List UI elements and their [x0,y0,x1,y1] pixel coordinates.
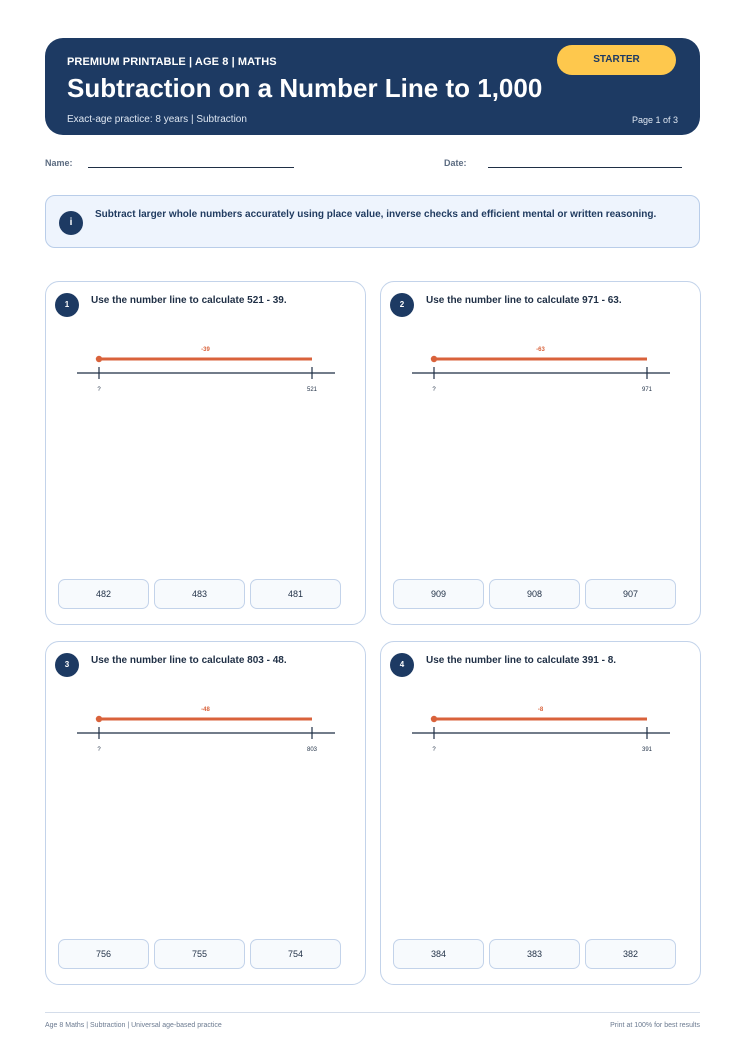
number-line [381,282,702,412]
answer-option[interactable]: 908 [489,579,580,609]
question-prompt: Use the number line to calculate 971 - 63. [426,295,622,306]
question-card-1 [45,281,366,625]
name-label: Name: [45,158,73,168]
end-label: 391 [641,747,653,753]
answer-option[interactable]: 482 [58,579,149,609]
jump-dot [96,716,102,722]
name-line[interactable] [88,167,294,168]
footer-divider [45,1012,700,1013]
start-label: ? [97,387,101,393]
question-card-4 [380,641,701,985]
number-line [46,642,367,772]
answer-option[interactable]: 382 [585,939,676,969]
answer-options [393,939,677,969]
answer-option[interactable]: 483 [154,579,245,609]
jump-dot [431,716,437,722]
end-label: 971 [641,387,653,393]
end-label: 521 [306,387,318,393]
footer-left-text: Age 8 Maths | Subtraction | Universal age-based practice [45,1022,222,1029]
level-badge: STARTER [557,45,676,75]
question-prompt: Use the number line to calculate 803 - 48. [91,655,287,666]
instructions-text: Subtract larger whole numbers accurately using place value, inverse checks and efficient mental or written reasoning. [95,209,657,220]
jump-label: -39 [201,347,210,353]
number-line [46,282,367,412]
jump-dot [96,356,102,362]
answer-option[interactable]: 384 [393,939,484,969]
answer-option[interactable]: 756 [58,939,149,969]
page-number: Page 1 of 3 [631,115,678,125]
question-number: 4 [390,653,414,677]
question-card-2 [380,281,701,625]
footer-right-text: Print at 100% for best results [610,1022,700,1029]
date-label: Date: [444,158,467,168]
answer-options [58,939,342,969]
answer-option[interactable]: 909 [393,579,484,609]
date-line[interactable] [488,167,682,168]
number-line [381,642,702,772]
question-prompt: Use the number line to calculate 521 - 39. [91,295,287,306]
question-number: 2 [390,293,414,317]
question-card-3 [45,641,366,985]
question-number: 3 [55,653,79,677]
answer-options [58,579,342,609]
jump-label: -48 [201,707,210,713]
worksheet-header [45,38,700,135]
start-label: ? [432,747,436,753]
question-number: 1 [55,293,79,317]
answer-options [393,579,677,609]
header-eyebrow: PREMIUM PRINTABLE | AGE 8 | MATHS [67,56,277,68]
header-subtitle: Exact-age practice: 8 years | Subtraction [67,114,247,125]
jump-label: -63 [536,347,545,353]
answer-option[interactable]: 755 [154,939,245,969]
answer-option[interactable]: 907 [585,579,676,609]
jump-label: -8 [537,707,544,713]
answer-option[interactable]: 754 [250,939,341,969]
end-label: 803 [306,747,318,753]
question-prompt: Use the number line to calculate 391 - 8. [426,655,617,666]
answer-option[interactable]: 383 [489,939,580,969]
start-label: ? [432,387,436,393]
instructions-box [45,195,700,248]
answer-option[interactable]: 481 [250,579,341,609]
start-label: ? [97,747,101,753]
info-icon: i [59,211,83,235]
page-title: Subtraction on a Number Line to 1,000 [67,73,543,103]
jump-dot [431,356,437,362]
